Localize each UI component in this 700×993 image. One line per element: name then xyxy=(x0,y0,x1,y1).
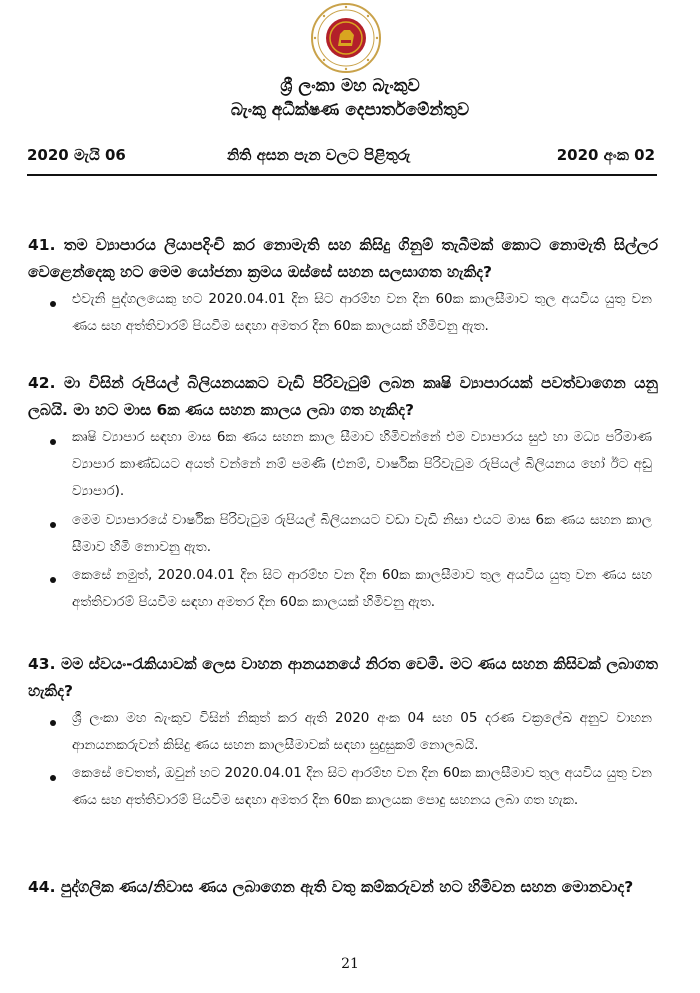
answer-43-2: කෙසේ වෙතත්, ඔවුන් හට 2020.04.01 දින සිට ආරම්භ වන දින 60ක කාලසීමාව තුල අයවිය යුතු වන ණය සහ අත්තිවාරම් පියවීම සඳහා අමතර දින 60ක කාලයක පොදු සහනය ලබා ගත හැක. xyxy=(72,765,652,808)
department-name: බැංකු අධීක්ෂණ දෙපාර්තමේන්තුව xyxy=(230,100,470,120)
bullet-icon xyxy=(50,577,56,583)
page-number: 21 xyxy=(341,956,359,972)
bullet-icon xyxy=(50,775,56,781)
bank-name: ශ්‍රී ලංකා මහ බැංකුව xyxy=(280,76,420,96)
question-42: 42. මා විසින් රුපියල් බිලියනයකට වැඩි පිරිවැටුම් ලබන කෘෂි ව්‍යාපාරයක් පවත්වාගෙන යනු ලබයි. මා හට මාස 6ක ණය සහන කාලය ලබා ගත හැකිද? xyxy=(28,374,658,419)
answer-42-3: කෙසේ නමුත්, 2020.04.01 දින සිට ආරම්භ වන දින 60ක කාලසීමාව තුල අයවිය යුතු වන ණය සහ අත්තිවාරම් පියවීම සඳහා අමතර දින 60ක කාලයක් හිමිවනු ඇත. xyxy=(72,567,652,610)
seal-logo-icon xyxy=(310,2,382,74)
bullet-icon xyxy=(50,522,56,528)
document-issue-number: 2020 අංක 02 xyxy=(556,146,655,164)
bullet-icon xyxy=(50,301,56,307)
central-bank-seal xyxy=(310,2,382,74)
question-41: 41. තම ව්‍යාපාරය ලියාපදිංචි කර නොමැති සහ කිසිදු ගිනුම් තැබීමක් කොට නොමැති සිල්ලර වෙළෙන්දෙකු හට මෙම යෝජනා ක්‍රමය ඔස්සේ සහන සලසාගත හැකිද? xyxy=(28,236,658,281)
answer-41-1: එවැනි පුද්ගලයෙකු හට 2020.04.01 දින සිට ආරම්භ වන දින 60ක කාලසීමාව තුල අයවිය යුතු වන ණය සහ අත්තිවාරම් පියවීම සඳහා අමතර දින 60ක කාලයක් හිමිවනු ඇත. xyxy=(72,291,652,334)
document-title: නිති අසන පැන වලට පිළිතුරු xyxy=(227,146,411,164)
answer-42-2: මෙම ව්‍යාපාරයේ වාර්ෂික පිරිවැටුම රුපියල් බිලියනයට වඩා වැඩි නිසා එයට මාස 6ක ණය සහන කාල සීමාව හිමි නොවනු ඇත. xyxy=(72,512,652,555)
bullet-icon xyxy=(50,720,56,726)
header-divider xyxy=(27,174,657,176)
document-date: 2020 මැයි 06 xyxy=(27,146,126,164)
bullet-icon xyxy=(50,439,56,445)
document-meta-row xyxy=(27,146,655,170)
question-43: 43. මම ස්වයං-රැකියාවක් ලෙස වාහන ආනයනයේ නිරත වෙමි. මට ණය සහන කිසිවක් ලබාගත හැකිද? xyxy=(28,655,658,700)
question-44: 44. පුද්ගලික ණය/නිවාස ණය ලබාගෙන ඇති වතු කම්කරුවන් හට හිමිවන සහන මොනවාද? xyxy=(28,878,634,896)
answer-42-1: කෘෂි ව්‍යාපාර සඳහා මාස 6ක ණය සහන කාල සීමාව හිමිවන්නේ එම ව්‍යාපාරය සුළු හා මධ්‍ය පරිමාණ ව්‍යාපාර කාණ්ඩයට අයත් වන්නේ නම් පමණි (එනම්, වාර්ෂික පිරිවැටුම රුපියල් බිලියනය හෝ ඊට අඩු ව්‍යාපාර). xyxy=(72,429,652,499)
answer-43-1: ශ්‍රී ලංකා මහ බැංකුව විසින් නිකුත් කර ඇති 2020 අංක 04 සහ 05 දරණ චක්‍රලේඛ අනුව වාහන ආනයනකරුවන් කිසිදු ණය සහන කාලසීමාවක් සඳහා සුදුසුකම් නොලබයි. xyxy=(72,710,652,753)
